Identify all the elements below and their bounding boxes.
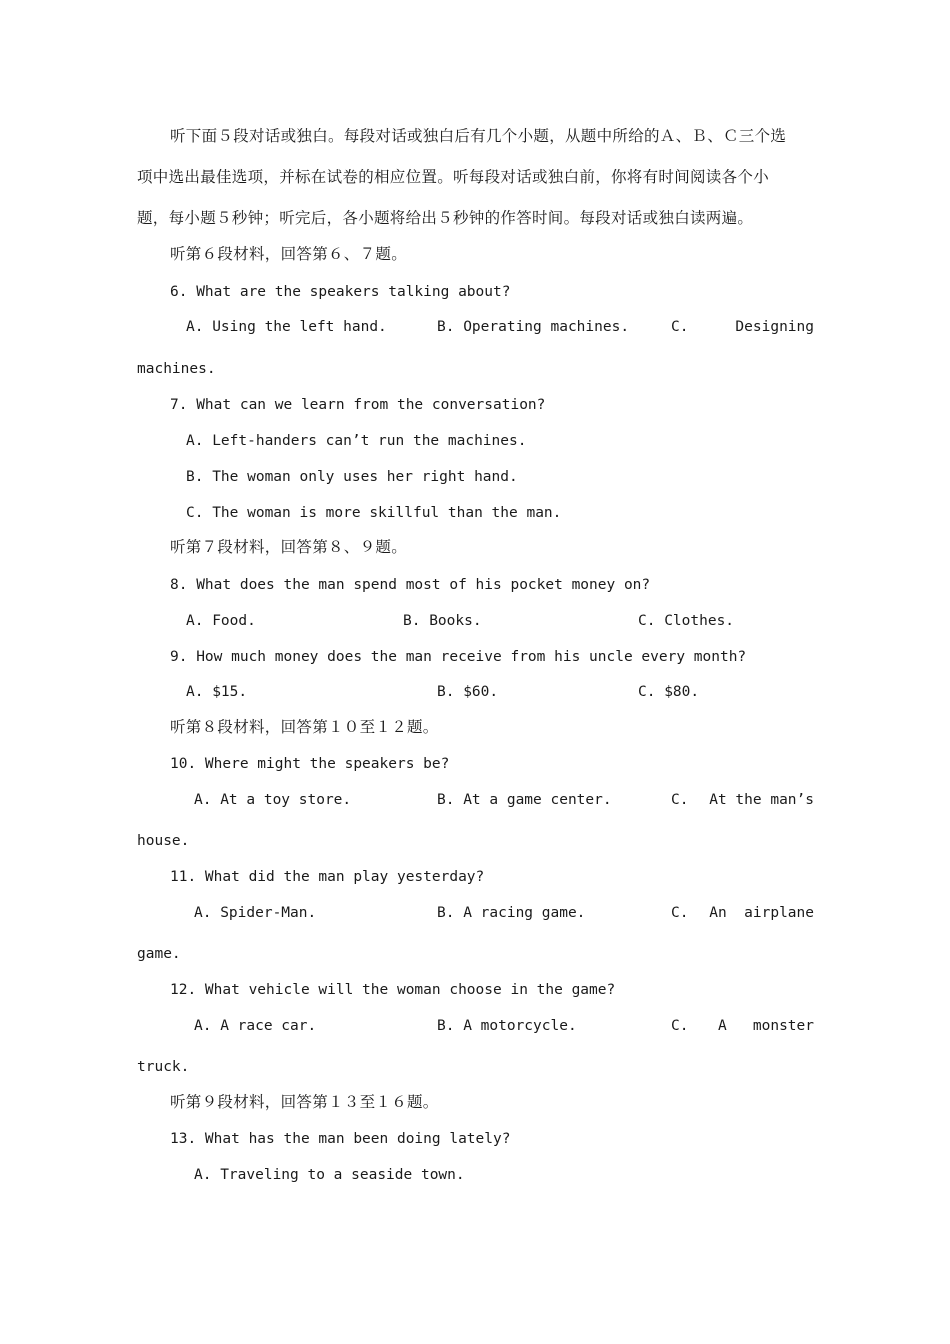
question-12-option-c-letter: C.: [671, 1018, 689, 1034]
question-9-option-c: C. $80.: [638, 684, 700, 700]
question-8-option-b: B. Books.: [403, 613, 482, 629]
instructions-line-1: 听下面５段对话或独白。每段对话或独白后有几个小题，从题中所给的Ａ、Ｂ、Ｃ三个选: [170, 127, 787, 145]
question-13-option-a: A. Traveling to a seaside town.: [194, 1167, 465, 1183]
question-10-option-c-continued: house.: [137, 833, 190, 849]
question-11-option-c-continued: game.: [137, 946, 181, 962]
question-10-stem: 10. Where might the speakers be?: [170, 756, 450, 772]
question-6-option-c-text: Designing: [735, 319, 814, 335]
section-8-heading: 听第８段材料，回答第１０至１２题。: [170, 718, 439, 736]
question-6-option-c-letter: C.: [671, 319, 689, 335]
question-11-option-c-text: An airplane: [709, 905, 814, 921]
question-8-option-c: C. Clothes.: [638, 613, 735, 629]
question-8-stem: 8. What does the man spend most of his pocket money on?: [170, 577, 651, 593]
question-11-option-c-letter: C.: [671, 905, 689, 921]
question-7-option-a: A. Left-handers can’t run the machines.: [186, 433, 527, 449]
question-6-stem: 6. What are the speakers talking about?: [170, 284, 511, 300]
question-10-option-c-text: At the man’s: [709, 792, 814, 808]
question-11-option-a: A. Spider-Man.: [194, 905, 317, 921]
question-6-option-c-continued: machines.: [137, 361, 216, 377]
question-10-option-b: B. At a game center.: [437, 792, 612, 808]
section-9-heading: 听第９段材料，回答第１３至１６题。: [170, 1093, 439, 1111]
question-13-stem: 13. What has the man been doing lately?: [170, 1131, 511, 1147]
question-9-option-b: B. $60.: [437, 684, 499, 700]
question-12-option-c-continued: truck.: [137, 1059, 190, 1075]
section-7-heading: 听第７段材料，回答第８、９题。: [170, 538, 408, 556]
question-8-option-a: A. Food.: [186, 613, 256, 629]
question-7-option-c: C. The woman is more skillful than the man.: [186, 505, 562, 521]
question-6-option-b: B. Operating machines.: [437, 319, 630, 335]
question-9-option-a: A. $15.: [186, 684, 248, 700]
question-11-stem: 11. What did the man play yesterday?: [170, 869, 485, 885]
instructions-line-3: 题，每小题５秒钟；听完后，各小题将给出５秒钟的作答时间。每段对话或独白读两遍。: [137, 209, 754, 227]
question-12-option-b: B. A motorcycle.: [437, 1018, 577, 1034]
question-10-option-a: A. At a toy store.: [194, 792, 352, 808]
question-10-option-c-letter: C.: [671, 792, 689, 808]
question-12-option-a: A. A race car.: [194, 1018, 317, 1034]
question-7-stem: 7. What can we learn from the conversation?: [170, 397, 546, 413]
section-6-heading: 听第６段材料，回答第６、７题。: [170, 245, 408, 263]
question-6-option-a: A. Using the left hand.: [186, 319, 387, 335]
instructions-line-2: 项中选出最佳选项，并标在试卷的相应位置。听每段对话或独白前，你将有时间阅读各个小: [137, 168, 770, 186]
question-11-option-b: B. A racing game.: [437, 905, 586, 921]
question-12-stem: 12. What vehicle will the woman choose in the game?: [170, 982, 616, 998]
question-7-option-b: B. The woman only uses her right hand.: [186, 469, 518, 485]
question-12-option-c-text: A monster: [717, 1018, 814, 1034]
question-9-stem: 9. How much money does the man receive from his uncle every month?: [170, 649, 747, 665]
